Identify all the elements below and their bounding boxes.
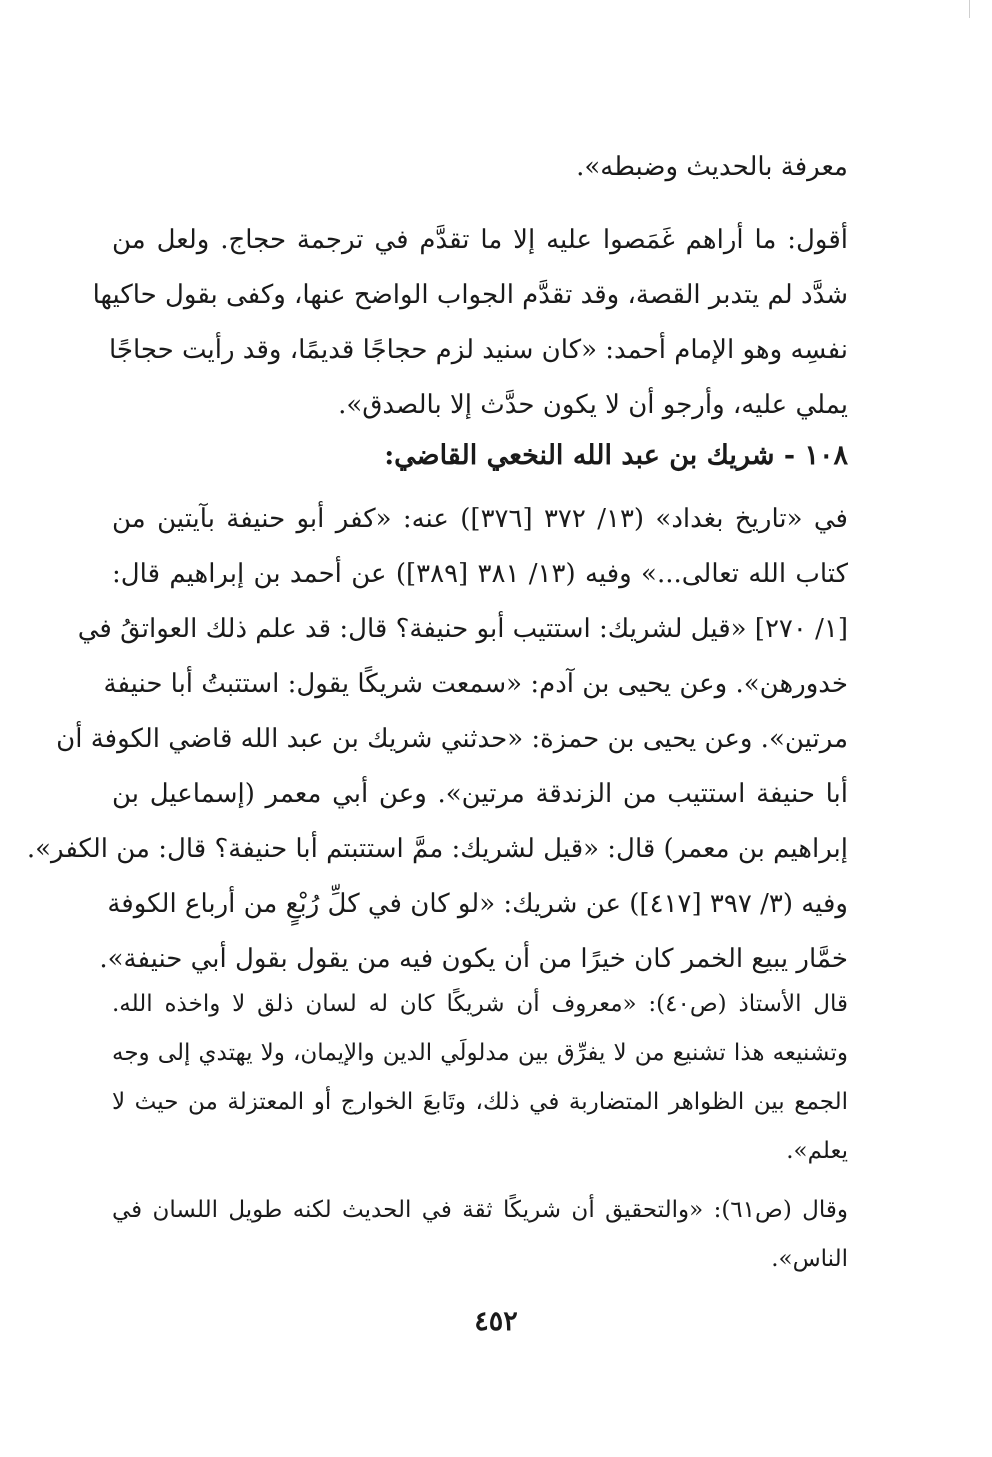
paragraph-3 xyxy=(26,492,849,987)
paragraph-2-line-2: شدَّد لم يتدبر القصة، وقد تقدَّم الجواب الواضح عنها، وكفى بقول حاكيها xyxy=(92,280,848,310)
paragraph-5 xyxy=(112,1186,848,1284)
entry-title: شريك بن عبد الله النخعي القاضي: xyxy=(384,440,775,471)
paragraph-3-line-1: في «تاريخ بغداد» (١٣/ ٣٧٢ [٣٧٦]) عنه: «كفر أبو حنيفة بآيتين من xyxy=(112,504,848,534)
paragraph-3-line-2: كتاب الله تعالى...» وفيه (١٣/ ٣٨١ [٣٨٩]) عن أحمد بن إبراهيم قال: xyxy=(112,559,849,589)
scan-mark xyxy=(969,0,970,18)
paragraph-1 xyxy=(112,140,848,195)
entry-number: ١٠٨ - xyxy=(783,440,848,471)
paragraph-3-line-8: وفيه (٣/ ٣٩٧ [٤١٧]) عن شريك: «لو كان في كلِّ رُبْعٍ من أرباع الكوفة xyxy=(107,889,848,919)
paragraph-4-line-2: وتشنيعه هذا تشنيع من لا يفرِّق بين مدلولَي الدين والإيمان، ولا يهتدي إلى وجه xyxy=(112,1040,848,1066)
paragraph-2-line-4: يملي عليه، وأرجو أن لا يكون حدَّث إلا بالصدق». xyxy=(338,390,848,420)
paragraph-3-line-3: [١/ ٢٧٠] «قيل لشريك: استتيب أبو حنيفة؟ قال: قد علم ذلك العواتقُ في xyxy=(77,614,848,644)
paragraph-3-line-6: أبا حنيفة استتيب من الزندقة مرتين». وعن أبي معمر (إسماعيل بن xyxy=(112,779,848,809)
paragraph-5-line-2: الناس». xyxy=(771,1246,848,1272)
paragraph-2-line-3: نفسِه وهو الإمام أحمد: «كان سنيد لزم حجاجًا قديمًا، وقد رأيت حجاجًا xyxy=(108,335,848,365)
entry-heading-line xyxy=(112,428,848,483)
paragraph-3-line-7: إبراهيم بن معمر) قال: «قيل لشريك: ممَّ استتبتم أبا حنيفة؟ قال: من الكفر». xyxy=(26,834,848,864)
paragraph-4 xyxy=(112,980,848,1176)
paragraph-3-line-4: خدورهن». وعن يحيى بن آدم: «سمعت شريكًا يقول: استتبتُ أبا حنيفة xyxy=(103,669,848,699)
paragraph-1-line-1: معرفة بالحديث وضبطه». xyxy=(576,152,848,182)
paragraph-3-line-9: خمَّار يبيع الخمر كان خيرًا من أن يكون فيه من يقول بقول أبي حنيفة». xyxy=(99,944,848,974)
paragraph-2 xyxy=(92,213,848,433)
page-number: ٤٥٢ xyxy=(474,1306,518,1337)
paragraph-5-line-1: وقال (ص٦١): «والتحقيق أن شريكًا ثقة في الحديث لكنه طويل اللسان في xyxy=(112,1197,848,1223)
paragraph-4-line-4: يعلم». xyxy=(786,1138,848,1164)
paragraph-4-line-1: قال الأستاذ (ص٤٠): «معروف أن شريكًا كان له لسان ذلق لا واخذه الله. xyxy=(112,991,848,1017)
paragraph-4-line-3: الجمع بين الظواهر المتضاربة في ذلك، وتَابعَ الخوارج أو المعتزلة من حيث لا xyxy=(112,1089,848,1115)
paragraph-2-line-1: أقول: ما أراهم غَمَصوا عليه إلا ما تقدَّم في ترجمة حجاج. ولعل من xyxy=(112,225,848,255)
entry-heading xyxy=(112,428,848,483)
paragraph-3-line-5: مرتين». وعن يحيى بن حمزة: «حدثني شريك بن عبد الله قاضي الكوفة أن xyxy=(56,724,848,754)
